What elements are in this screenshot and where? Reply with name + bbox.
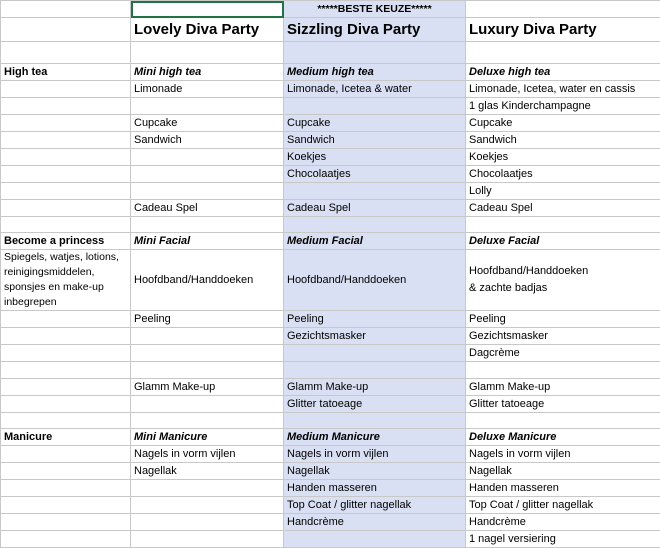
cell[interactable]: Dagcrème [466, 345, 660, 362]
table-row [1, 311, 660, 328]
cell[interactable]: Peeling [466, 311, 660, 328]
spacer-row [1, 42, 660, 64]
table-row [1, 531, 660, 548]
cell[interactable] [1, 132, 131, 149]
table-row [1, 115, 660, 132]
cell[interactable] [1, 396, 131, 413]
cell[interactable] [466, 217, 660, 233]
cell[interactable] [131, 149, 284, 166]
cell[interactable] [1, 463, 131, 480]
cell[interactable] [1, 514, 131, 531]
cell[interactable] [131, 413, 284, 429]
cell[interactable]: Peeling [284, 311, 466, 328]
cell[interactable]: Glitter tatoeage [284, 396, 466, 413]
cell[interactable]: Cadeau Spel [131, 200, 284, 217]
table-row [1, 200, 660, 217]
cell[interactable] [1, 413, 131, 429]
spacer-row [1, 413, 660, 429]
cell[interactable]: Chocolaatjes [284, 166, 466, 183]
cell[interactable] [1, 531, 131, 548]
princess-description[interactable]: Spiegels, watjes, lotions, reinigingsmiddelen, sponsjes en make-up inbegrepen [1, 250, 131, 311]
party-sizzling[interactable]: Sizzling Diva Party [284, 18, 466, 42]
cell[interactable] [131, 345, 284, 362]
cell[interactable]: Hoofdband/Handdoeken [131, 250, 284, 311]
cell[interactable] [1, 379, 131, 396]
high-tea-header-row [1, 64, 660, 81]
cell[interactable] [131, 497, 284, 514]
cell[interactable] [284, 217, 466, 233]
package-medium-high-tea[interactable]: Medium high tea [284, 64, 466, 81]
table-row [1, 379, 660, 396]
cell[interactable] [1, 166, 131, 183]
cell[interactable] [1, 81, 131, 98]
princess-header-row [1, 233, 660, 250]
package-deluxe-high-tea[interactable]: Deluxe high tea [466, 64, 660, 81]
package-deluxe-facial[interactable]: Deluxe Facial [466, 233, 660, 250]
manicure-header-row [1, 429, 660, 446]
section-manicure[interactable]: Manicure [1, 429, 131, 446]
package-mini-facial[interactable]: Mini Facial [131, 233, 284, 250]
cell[interactable] [466, 1, 660, 18]
section-become-a-princess[interactable]: Become a princess [1, 233, 131, 250]
table-row [1, 98, 660, 115]
cell[interactable] [466, 250, 660, 311]
table-row [1, 480, 660, 497]
cell[interactable]: Top Coat / glitter nagellak [466, 497, 660, 514]
cell[interactable] [1, 149, 131, 166]
cell[interactable]: Hoofdband/Handdoeken [284, 250, 466, 311]
cell[interactable] [131, 362, 284, 379]
cell[interactable]: Nagels in vorm vijlen [131, 446, 284, 463]
package-medium-manicure[interactable]: Medium Manicure [284, 429, 466, 446]
table-row [1, 345, 660, 362]
cell[interactable]: Glitter tatoeage [466, 396, 660, 413]
table-row [1, 250, 660, 311]
cell[interactable] [284, 345, 466, 362]
cell[interactable] [1, 328, 131, 345]
best-choice-banner[interactable]: *****BESTE KEUZE***** [284, 1, 466, 18]
cell[interactable] [1, 345, 131, 362]
package-mini-manicure[interactable]: Mini Manicure [131, 429, 284, 446]
cell[interactable] [1, 446, 131, 463]
cell[interactable]: Glamm Make-up [131, 379, 284, 396]
cell[interactable]: Cupcake [466, 115, 660, 132]
cell[interactable] [1, 1, 131, 18]
cell[interactable] [1, 480, 131, 497]
cell[interactable] [1, 115, 131, 132]
cell[interactable]: Koekjes [466, 149, 660, 166]
cell[interactable]: 1 nagel versiering [466, 531, 660, 548]
cell[interactable]: Peeling [131, 311, 284, 328]
package-mini-high-tea[interactable]: Mini high tea [131, 64, 284, 81]
package-deluxe-manicure[interactable]: Deluxe Manicure [466, 429, 660, 446]
table-row [1, 328, 660, 345]
cell[interactable]: Limonade [131, 81, 284, 98]
cell[interactable] [1, 98, 131, 115]
cell[interactable]: Gezichtsmasker [284, 328, 466, 345]
cell[interactable]: Nagellak [131, 463, 284, 480]
cell[interactable]: Koekjes [284, 149, 466, 166]
cell[interactable]: Limonade, Icetea & water [284, 81, 466, 98]
cell[interactable]: Handen masseren [466, 480, 660, 497]
cell[interactable] [284, 42, 466, 64]
cell[interactable] [131, 396, 284, 413]
cell[interactable] [466, 413, 660, 429]
cell[interactable] [1, 18, 131, 42]
cell[interactable] [1, 311, 131, 328]
cell[interactable] [131, 328, 284, 345]
cell[interactable] [1, 217, 131, 233]
cell[interactable] [284, 98, 466, 115]
cell[interactable]: Cupcake [284, 115, 466, 132]
cell[interactable] [1, 362, 131, 379]
cell[interactable] [131, 514, 284, 531]
cell[interactable] [131, 98, 284, 115]
cell[interactable] [284, 413, 466, 429]
cell[interactable]: Sandwich [284, 132, 466, 149]
cell[interactable] [1, 200, 131, 217]
cell[interactable]: Handcrème [284, 514, 466, 531]
cell[interactable] [1, 183, 131, 200]
cell[interactable]: Cadeau Spel [284, 200, 466, 217]
table-row [1, 166, 660, 183]
table-row [1, 81, 660, 98]
cell[interactable] [466, 42, 660, 64]
cell[interactable] [284, 531, 466, 548]
cell[interactable] [284, 183, 466, 200]
package-medium-facial[interactable]: Medium Facial [284, 233, 466, 250]
cell[interactable]: Sandwich [131, 132, 284, 149]
cell[interactable]: Nagels in vorm vijlen [466, 446, 660, 463]
table-row [1, 149, 660, 166]
cell[interactable] [131, 531, 284, 548]
table-row [1, 362, 660, 379]
selected-cell[interactable] [131, 1, 284, 18]
cell[interactable]: Lolly [466, 183, 660, 200]
table-row [1, 514, 660, 531]
cell[interactable]: Handen masseren [284, 480, 466, 497]
cell[interactable]: 1 glas Kinderchampagne [466, 98, 660, 115]
cell[interactable] [131, 217, 284, 233]
cell-line: & zachte badjas [469, 282, 548, 294]
party-lovely[interactable]: Lovely Diva Party [131, 18, 284, 42]
spacer-row [1, 217, 660, 233]
cell[interactable]: Nagellak [466, 463, 660, 480]
cell[interactable] [131, 42, 284, 64]
cell[interactable] [1, 497, 131, 514]
table-row [1, 132, 660, 149]
banner-row [1, 1, 660, 18]
cell[interactable] [131, 480, 284, 497]
cell[interactable]: Chocolaatjes [466, 166, 660, 183]
cell[interactable] [131, 183, 284, 200]
cell[interactable] [131, 166, 284, 183]
cell[interactable]: Gezichtsmasker [466, 328, 660, 345]
table-row [1, 183, 660, 200]
party-luxury[interactable]: Luxury Diva Party [466, 18, 660, 42]
section-high-tea[interactable]: High tea [1, 64, 131, 81]
cell[interactable]: Top Coat / glitter nagellak [284, 497, 466, 514]
cell-line: Hoofdband/Handdoeken [469, 265, 589, 277]
cell[interactable]: Glamm Make-up [284, 379, 466, 396]
cell[interactable] [1, 42, 131, 64]
table-row [1, 497, 660, 514]
cell[interactable] [466, 362, 660, 379]
cell[interactable]: Cupcake [131, 115, 284, 132]
cell[interactable]: Nagellak [284, 463, 466, 480]
cell[interactable]: Glamm Make-up [466, 379, 660, 396]
cell[interactable]: Sandwich [466, 132, 660, 149]
table-row [1, 396, 660, 413]
cell[interactable]: Nagels in vorm vijlen [284, 446, 466, 463]
cell[interactable]: Handcrème [466, 514, 660, 531]
cell[interactable]: Cadeau Spel [466, 200, 660, 217]
table-row [1, 446, 660, 463]
cell[interactable]: Limonade, Icetea, water en cassis [466, 81, 660, 98]
party-header-row [1, 18, 660, 42]
cell[interactable] [284, 362, 466, 379]
table-row [1, 463, 660, 480]
